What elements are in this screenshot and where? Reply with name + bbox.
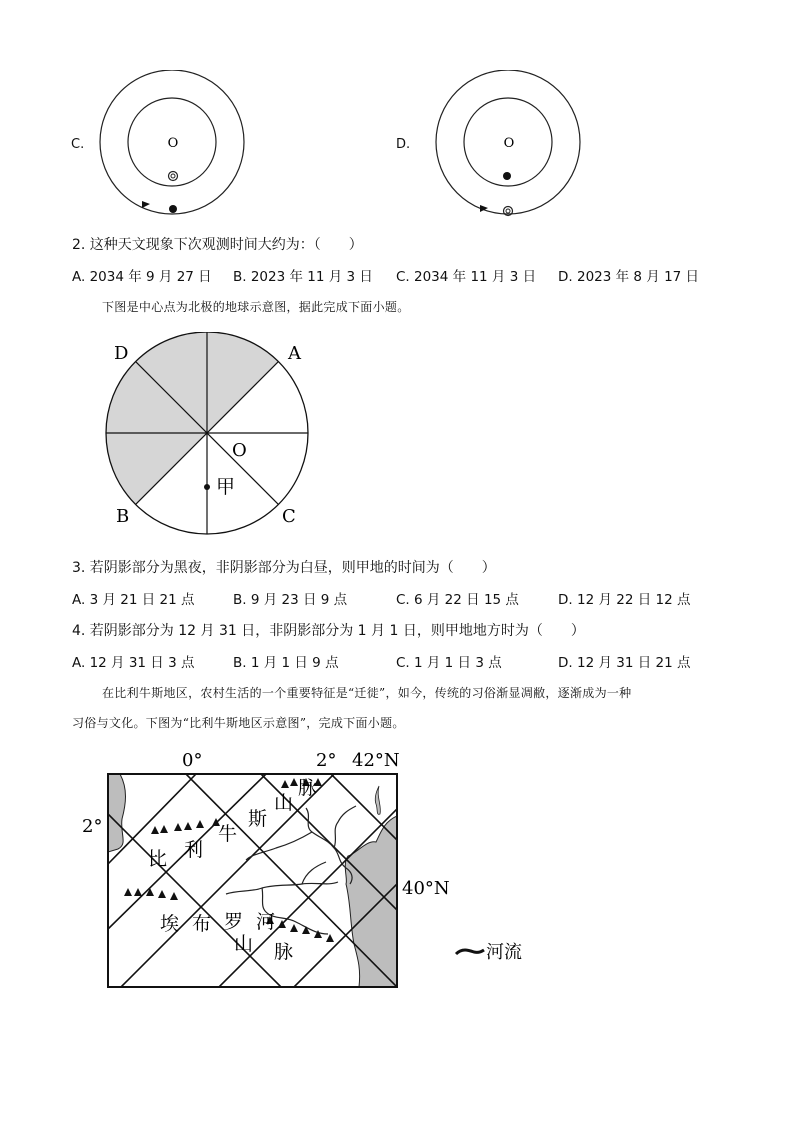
pyrenees-char-1: 比 [148, 848, 168, 870]
label-o: O [232, 440, 247, 461]
lat-42-label: 42°N [352, 750, 400, 771]
map-intro-line2: 习俗与文化。下图为“比利牛斯地区示意图”，完成下面小题。 [72, 716, 405, 730]
q2-option-c: C. 2034 年 11 月 3 日 [396, 269, 537, 285]
label-b: B [116, 506, 130, 527]
q3-option-b: B. 9 月 23 日 9 点 [233, 592, 348, 608]
ebro-char-6: 脉 [274, 941, 294, 963]
orbit-diagram-d [428, 70, 584, 220]
question-2-stem: 2. 这种天文现象下次观测时间大约为：（ ） [72, 237, 363, 253]
pyrenees-char-5: 山 [274, 792, 294, 814]
lat-2-label: 2° [82, 816, 103, 837]
option-c-label: C. [71, 137, 85, 152]
orbit-arrow-c [142, 201, 150, 208]
q3-option-a: A. 3 月 21 日 21 点 [72, 592, 195, 608]
sun-label-c: O [167, 136, 179, 151]
polar-intro-text: 下图是中心点为北极的地球示意图，据此完成下面小题。 [102, 300, 410, 314]
ebro-char-3: 罗 [224, 911, 244, 933]
q4-option-b: B. 1 月 1 日 9 点 [233, 655, 339, 671]
lat-40-label: 40°N [402, 878, 450, 899]
question-3-stem: 3. 若阴影部分为黑夜，非阴影部分为白昼，则甲地的时间为（ ） [72, 560, 496, 576]
polar-diagram [100, 332, 320, 537]
point-jia [204, 484, 210, 490]
label-a: A [288, 343, 301, 364]
pyrenees-char-6: 脉 [298, 777, 318, 799]
night-shading-upper [207, 332, 278, 433]
pyrenees-char-4: 斯 [248, 808, 268, 830]
lon-0-label: 0° [182, 750, 203, 771]
sun-label-d: O [503, 136, 515, 151]
earth-marker-c [169, 205, 177, 213]
moon-marker-c [169, 172, 178, 181]
ebro-char-4: 河 [256, 911, 276, 933]
q2-option-b: B. 2023 年 11 月 3 日 [233, 269, 373, 285]
ebro-char-1: 埃 [160, 913, 180, 935]
map-intro-line1: 在比利牛斯地区，农村生活的一个重要特征是“迁徙”，如今，传统的习俗渐显凋敝，逐渐成为一种 [102, 686, 632, 700]
q3-option-d: D. 12 月 22 日 12 点 [558, 592, 691, 608]
river-legend-icon [456, 950, 484, 954]
q4-option-c: C. 1 月 1 日 3 点 [396, 655, 502, 671]
lon-2-label: 2° [316, 750, 337, 771]
label-jia: 甲 [216, 476, 236, 498]
pyrenees-map [76, 744, 546, 992]
earth-marker-d [503, 172, 511, 180]
q4-option-a: A. 12 月 31 日 3 点 [72, 655, 195, 671]
q2-option-d: D. 2023 年 8 月 17 日 [558, 269, 700, 285]
legend-river-label: 河流 [486, 942, 522, 963]
question-4-stem: 4. 若阴影部分为 12 月 31 日，非阴影部分为 1 月 1 日，则甲地地方时为（ ） [72, 623, 585, 639]
q4-option-d: D. 12 月 31 日 21 点 [558, 655, 691, 671]
label-d: D [114, 343, 129, 364]
label-c: C [282, 506, 296, 527]
q3-option-c: C. 6 月 22 日 15 点 [396, 592, 519, 608]
pyrenees-char-2: 利 [184, 839, 204, 861]
q2-option-a: A. 2034 年 9 月 27 日 [72, 269, 212, 285]
orbit-diagram-c [92, 70, 248, 220]
ebro-char-5: 山 [234, 933, 254, 955]
pyrenees-char-3: 牛 [218, 823, 238, 845]
option-d-label: D. [396, 137, 411, 152]
ebro-char-2: 布 [192, 913, 212, 935]
